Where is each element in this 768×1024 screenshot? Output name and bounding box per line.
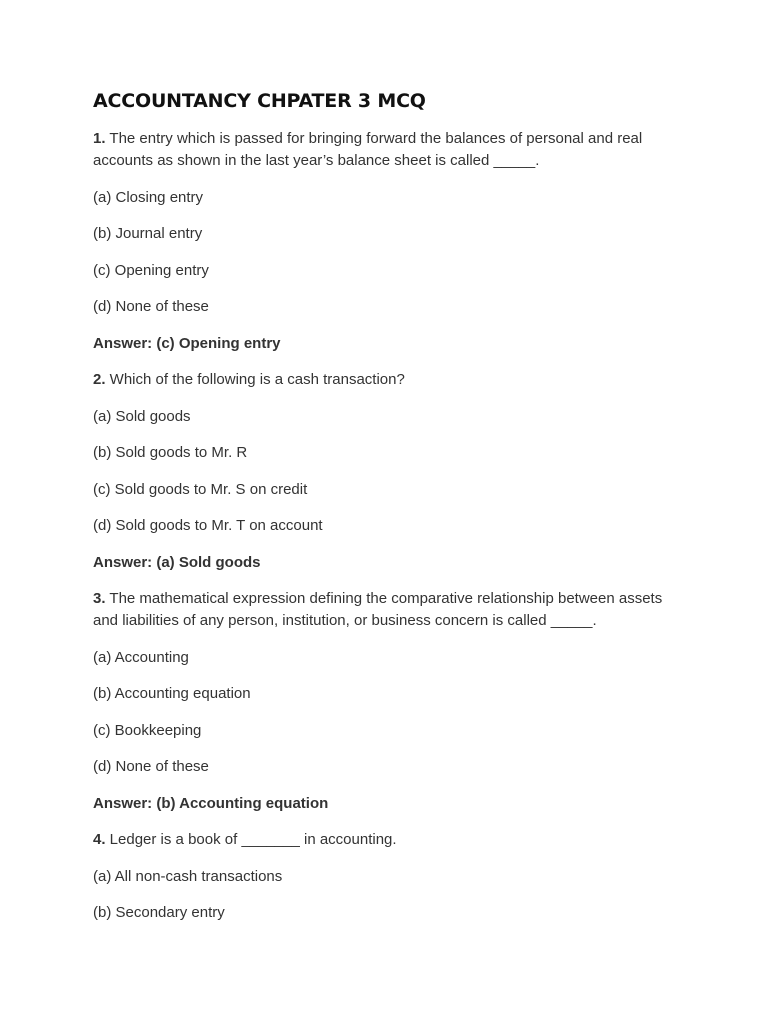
option: (a) Sold goods <box>93 407 191 425</box>
option: (d) Sold goods to Mr. T on account <box>93 517 323 534</box>
option: (c) Opening entry <box>93 261 209 279</box>
question-2 <box>93 369 673 391</box>
question-text: The mathematical expression defining the comparative relationship between assets and liabilities of any person, institution, or business concern is called _____. <box>93 590 663 629</box>
question-number: 2. <box>93 371 106 388</box>
option: (c) Bookkeeping <box>93 721 202 739</box>
option: (b) Accounting equation <box>93 685 251 702</box>
option: (b) Sold goods to Mr. R <box>93 444 248 461</box>
option: (b) Journal entry <box>93 225 203 242</box>
option: (c) Sold goods to Mr. S on credit <box>93 480 308 498</box>
answer: Answer: (a) Sold goods <box>93 553 261 571</box>
option: (b) Secondary entry <box>93 904 225 921</box>
option: (a) Accounting <box>93 648 189 666</box>
option: (d) None of these <box>93 298 209 315</box>
question-4 <box>93 829 673 851</box>
document-body <box>93 88 673 939</box>
question-number: 1. <box>93 130 106 147</box>
question-number: 3. <box>93 590 106 607</box>
question-number: 4. <box>93 831 106 848</box>
question-text: Which of the following is a cash transaction? <box>105 371 405 388</box>
question-text: Ledger is a book of _______ in accounting. <box>105 831 397 848</box>
option: (a) Closing entry <box>93 188 204 206</box>
answer: Answer: (c) Opening entry <box>93 334 281 352</box>
question-3 <box>93 588 673 632</box>
option: (d) None of these <box>93 758 209 775</box>
question-1 <box>93 128 673 172</box>
document-title: ACCOUNTANCY CHPATER 3 MCQ <box>93 90 426 112</box>
answer: Answer: (b) Accounting equation <box>93 794 329 812</box>
option: (a) All non-cash transactions <box>93 867 283 885</box>
question-text: The entry which is passed for bringing forward the balances of personal and real accounts as shown in the last year’s balance sheet is called _____. <box>93 130 643 169</box>
